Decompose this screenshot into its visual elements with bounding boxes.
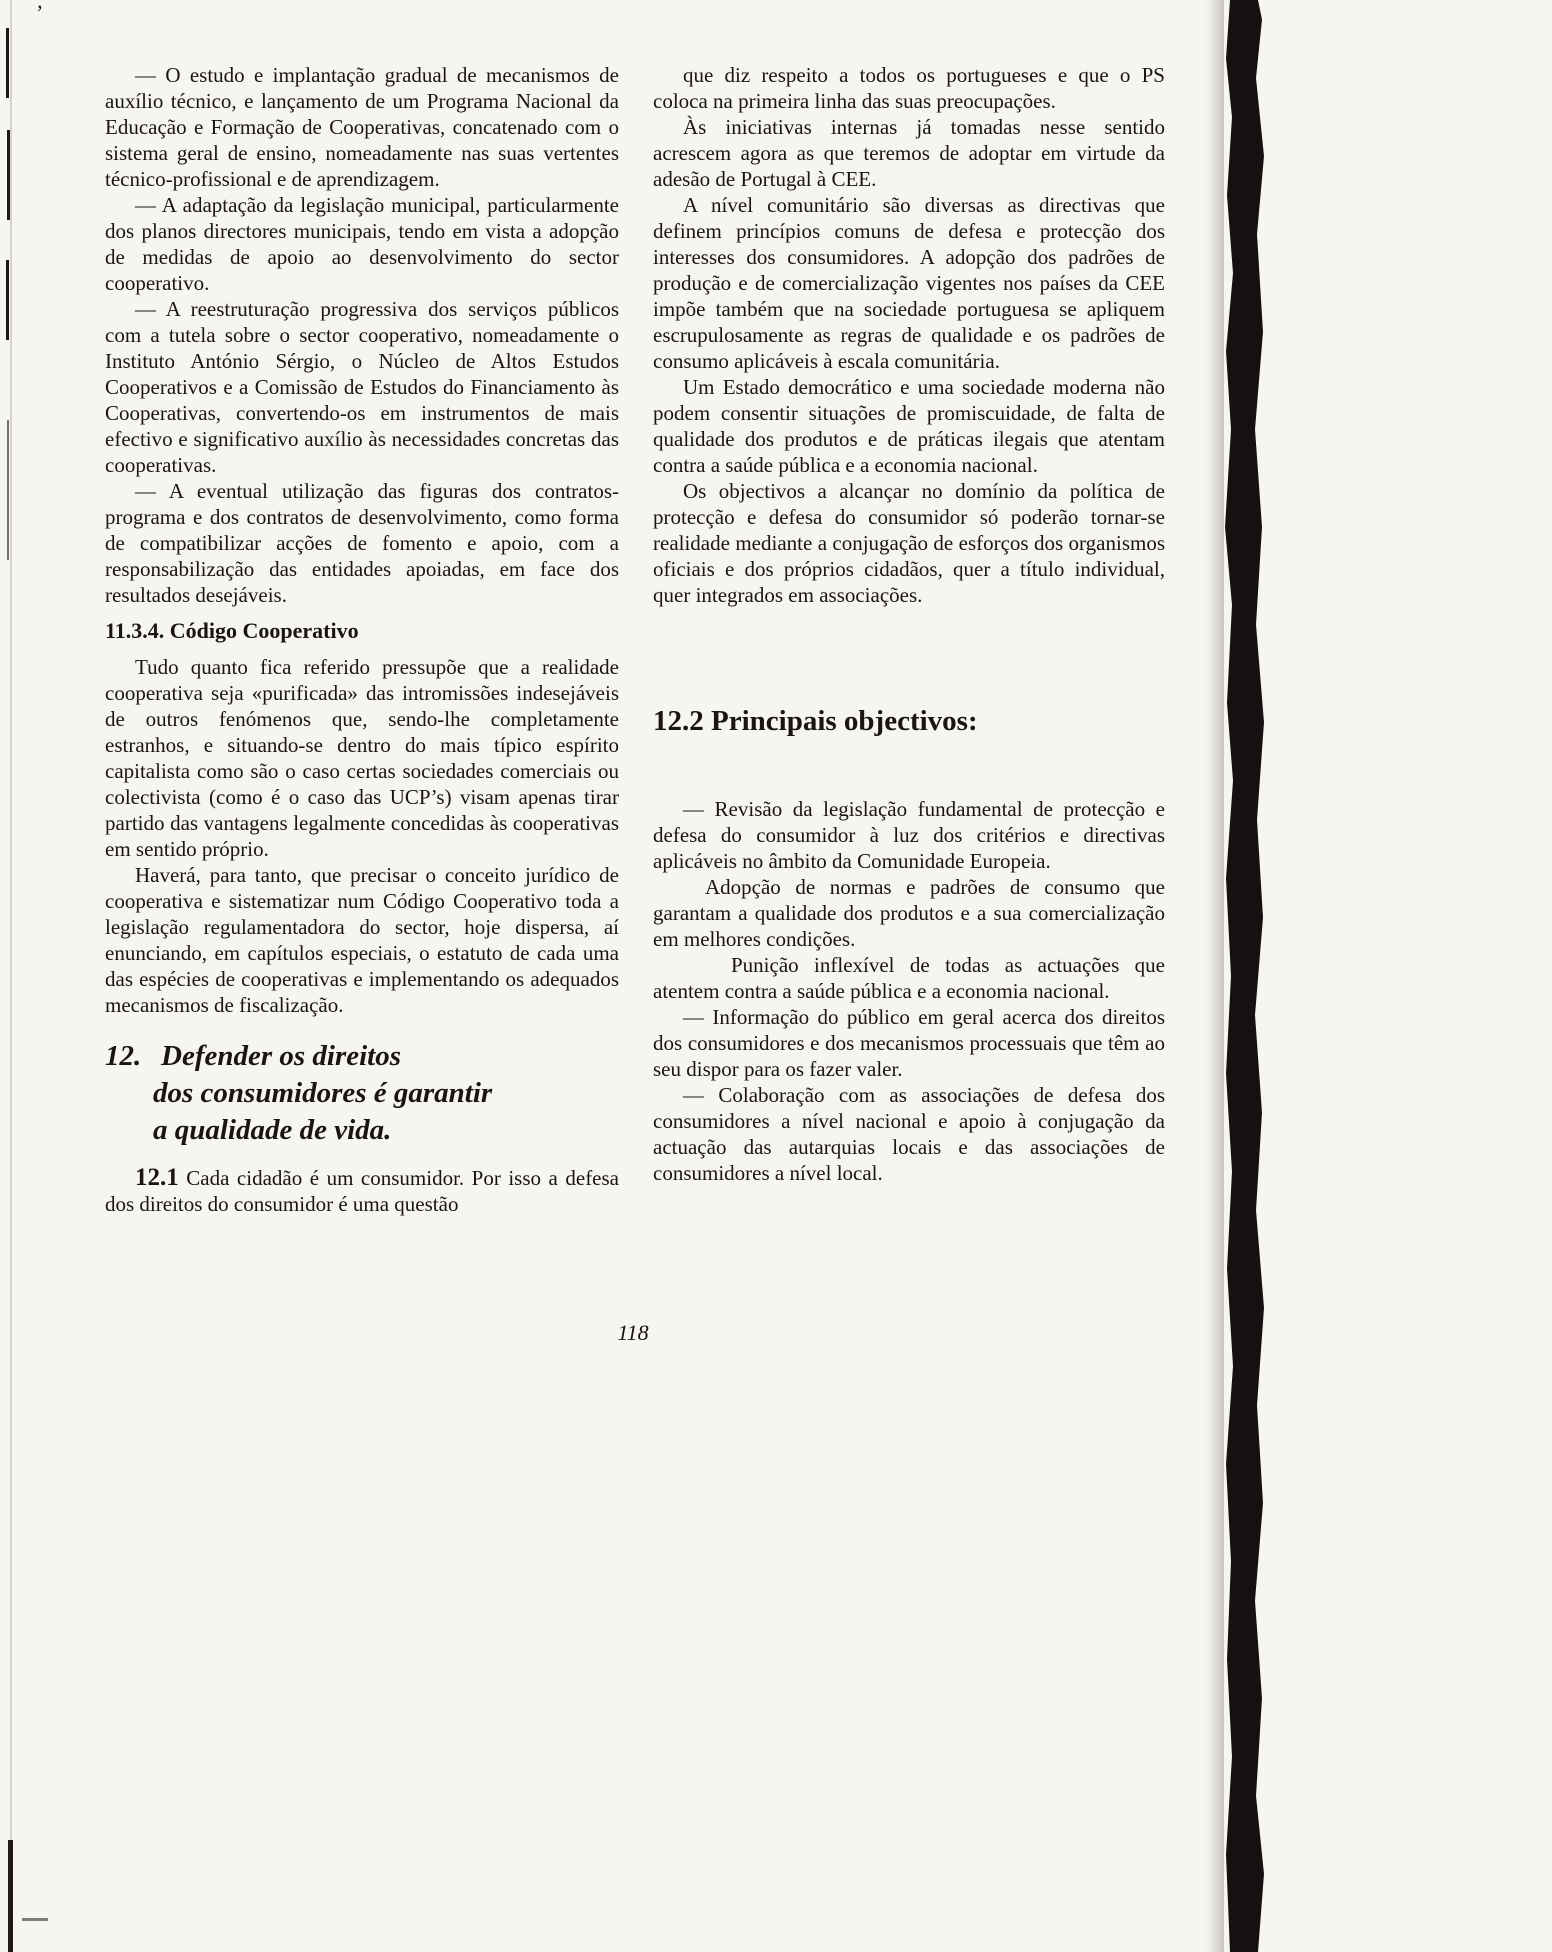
paragraph: Punição inflexível de todas as actuações que atentem contra a saúde pública e a economia nacional.	[653, 953, 1165, 1003]
scan-artifact-right-fringe	[1206, 0, 1224, 1952]
scan-artifact-left-mark	[6, 28, 9, 98]
scan-artifact-left-mark	[8, 1840, 13, 1952]
scan-artifact-left-mark	[22, 1918, 48, 1921]
paragraph: — O estudo e implantação gradual de mecanismos de auxílio técnico, e lançamento de um Programa Nacional da Educação e Formação de Cooperativas, concatenado com o sistema geral de ensino, nomeadamente nas suas vertentes técnico-profissional e de aprendizagem.	[105, 63, 619, 191]
heading-line	[105, 1038, 619, 1075]
paragraph-text: Cada cidadão é um consumidor. Por isso a defesa dos direitos do consumidor é uma questão	[105, 1166, 619, 1216]
page-number: 118	[617, 1320, 649, 1345]
section-heading-12	[105, 1038, 619, 1149]
scan-artifact-left-mark	[6, 260, 9, 340]
heading-text: Defender os direitos	[161, 1040, 402, 1072]
paragraph: Haverá, para tanto, que precisar o conceito jurídico de cooperativa e sistematizar num Código Cooperativo toda a legislação regulamentadora do sector, hoje dispersa, aí enunciando, em capítulos especiais, o estatuto de cada uma das espécies de cooperativas e implementando os adequados mecanismos de fiscalização.	[105, 863, 619, 1017]
heading-number: 12.	[105, 1040, 142, 1072]
section-heading-12-2: 12.2 Principais objectivos:	[653, 705, 978, 737]
scan-artifact-left-mark	[7, 130, 10, 220]
section-heading-codigo-cooperativo: 11.3.4. Código Cooperativo	[105, 618, 359, 643]
paragraph: — Colaboração com as associações de defesa dos consumidores a nível nacional e apoio à conjugação da actuação das autarquias locais e das associações de consumidores a nível local.	[653, 1083, 1165, 1185]
heading-line: a qualidade de vida.	[153, 1114, 392, 1146]
left-column	[105, 62, 619, 1217]
scan-artifact-right-band	[1224, 0, 1264, 1952]
paragraph: Um Estado democrático e uma sociedade moderna não podem consentir situações de promiscuidade, de falta de qualidade dos produtos e de práticas ilegais que atentam contra a saúde pública e a economia nacional.	[653, 375, 1165, 477]
paragraph: Às iniciativas internas já tomadas nesse sentido acrescem agora as que teremos de adoptar em virtude da adesão de Portugal à CEE.	[653, 115, 1165, 191]
paragraph: — A eventual utilização das figuras dos contratos-programa e dos contratos de desenvolvimento, como forma de compatibilizar acções de fomento e apoio, com a responsabilização das entidades apoiadas, em face dos resultados desejáveis.	[105, 479, 619, 607]
paragraph-12-1	[105, 1165, 619, 1217]
paragraph: — A reestruturação progressiva dos serviços públicos com a tutela sobre o sector cooperativo, nomeadamente o Instituto António Sérgio, o Núcleo de Altos Estudos Cooperativos e a Comissão de Estudos do Financiamento às Cooperativas, convertendo-os em instrumentos de mais efectivo e significativo auxílio às necessidades concretas das cooperativas.	[105, 297, 619, 477]
heading-line: dos consumidores é garantir	[153, 1077, 493, 1109]
paragraph: Tudo quanto fica referido pressupõe que a realidade cooperativa seja «purificada» das intromissões indesejáveis de outros fenómenos que, sendo-lhe completamente estranhos, e situando-se dentro do mais típico espírito capitalista como são o caso certas sociedades comerciais ou colectivista (como é o caso das UCP’s) visam apenas tirar partido das vantagens legalmente concedidas às cooperativas em sentido próprio.	[105, 655, 619, 861]
paragraph-number: 12.1	[135, 1164, 179, 1191]
paragraph: — Revisão da legislação fundamental de protecção e defesa do consumidor à luz dos critérios e directivas aplicáveis no âmbito da Comunidade Europeia.	[653, 797, 1165, 873]
paragraph: A nível comunitário são diversas as directivas que definem princípios comuns de defesa e protecção dos interesses dos consumidores. A adopção dos padrões de produção e de comercialização vigentes nos países da CEE impõe também que na sociedade portuguesa se apliquem escrupulosamente as regras de qualidade e os padrões de consumo aplicáveis à escala comunitária.	[653, 193, 1165, 373]
scan-artifact-left-crease	[10, 0, 12, 1952]
scan-artifact-speck: ’	[36, 0, 44, 25]
right-column	[653, 62, 1165, 1186]
paragraph: Adopção de normas e padrões de consumo que garantam a qualidade dos produtos e a sua comercialização em melhores condições.	[653, 875, 1165, 951]
paragraph: Os objectivos a alcançar no domínio da política de protecção e defesa do consumidor só poderão tornar-se realidade mediante a conjugação de esforços dos organismos oficiais e dos próprios cidadãos, quer a título individual, quer integrados em associações.	[653, 479, 1165, 607]
scan-artifact-left-mark	[7, 420, 9, 560]
paragraph: — Informação do público em geral acerca dos direitos dos consumidores e dos mecanismos processuais que têm ao seu dispor para os fazer valer.	[653, 1005, 1165, 1081]
paragraph: que diz respeito a todos os portugueses e que o PS coloca na primeira linha das suas preocupações.	[653, 63, 1165, 113]
paragraph: — A adaptação da legislação municipal, particularmente dos planos directores municipais, tendo em vista a adopção de medidas de apoio ao desenvolvimento do sector cooperativo.	[105, 193, 619, 295]
